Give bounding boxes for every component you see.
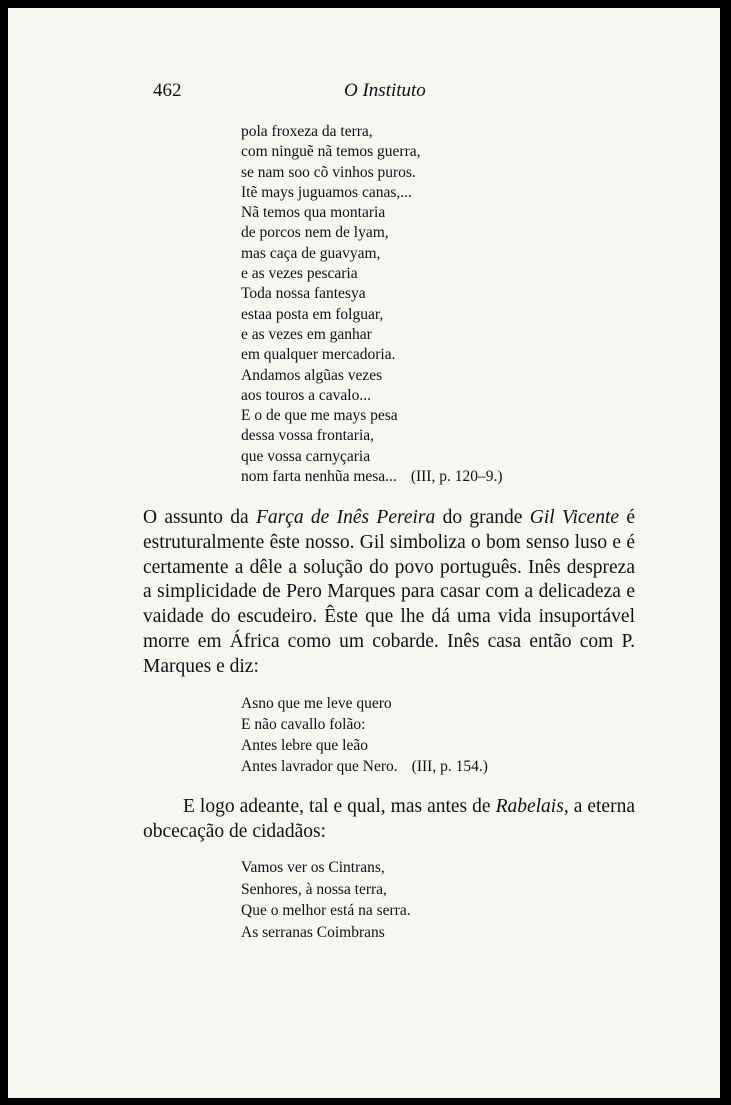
- verse-line-last: Antes lavrador que Nero. (III, p. 154.): [241, 758, 488, 775]
- verse-line: dessa vossa frontaria,: [241, 427, 374, 445]
- page-number: 462: [153, 80, 182, 101]
- verse-quotation-1: [241, 122, 503, 487]
- verse-line: aos touros a cavalo...: [241, 386, 371, 404]
- verse-line: pola froxeza da terra,: [241, 123, 373, 140]
- body-paragraph-1: O assunto da Farça de Inês Pereira do grande Gil Vicente é estruturalmente êste nosso. Gil simboliza o bom senso luso e é certamente a dêle a solução do povo português. Inês despreza a simplicidade de Pero Marques para casar com a delicadeza e vaidade do escudeiro. Êste que lhe dá uma vida insuportável morre em África como um cobarde. Inês casa então com P. Marques e diz:: [143, 507, 636, 677]
- verse-line: com ninguẽ nã temos guerra,: [241, 143, 421, 161]
- verse-line: E não cavallo folão:: [241, 716, 366, 733]
- verse-line: mas caça de guavyam,: [241, 244, 381, 262]
- verse-line: Vamos ver os Cintrans,: [241, 859, 385, 876]
- verse-line: que vossa carnyçaria: [241, 447, 371, 465]
- verse-line: Senhores, à nossa terra,: [241, 880, 387, 898]
- book-page: [8, 8, 720, 1098]
- author-name: Rabelais: [495, 796, 564, 817]
- author-name: Gil Vicente: [529, 507, 620, 528]
- verse-line: Nã temos qua montaria: [241, 204, 386, 222]
- running-title: O Instituto: [344, 80, 426, 101]
- citation-reference: (III, p. 120–9.): [410, 468, 503, 486]
- verse-quotation-2: [241, 693, 488, 777]
- verse-line: se nam soo cõ vinhos puros.: [241, 163, 416, 181]
- citation-reference: (III, p. 154.): [411, 758, 488, 775]
- verse-line: Que o melhor está na serra.: [241, 902, 411, 919]
- work-title: Farça de Inês Pereira: [255, 507, 436, 528]
- body-paragraph-2: E logo adeante, tal e qual, mas antes de Rabelais, a eterna obcecação de cidadãos:: [143, 796, 635, 842]
- verse-line: Antes lebre que leão: [241, 737, 368, 754]
- verse-line: Itẽ mays juguamos canas,...: [241, 183, 412, 201]
- verse-line: estaa posta em folguar,: [241, 305, 384, 323]
- verse-line: em qualquer mercadoria.: [241, 346, 396, 364]
- verse-line: Asno que me leve quero: [241, 695, 392, 712]
- verse-line-last: nom farta nenhũa mesa... (III, p. 120–9.): [241, 468, 503, 486]
- verse-line: de porcos nem de lyam,: [241, 224, 389, 242]
- verse-line: Toda nossa fantesya: [241, 285, 366, 303]
- verse-line: E o de que me mays pesa: [241, 407, 398, 425]
- verse-line: As serranas Coimbrans: [241, 923, 385, 941]
- verse-line: e as vezes pescaria: [241, 265, 358, 283]
- verse-line: Andamos algũas vezes: [241, 366, 383, 384]
- verse-quotation-3: [241, 857, 411, 943]
- verse-line: e as vezes em ganhar: [241, 325, 372, 343]
